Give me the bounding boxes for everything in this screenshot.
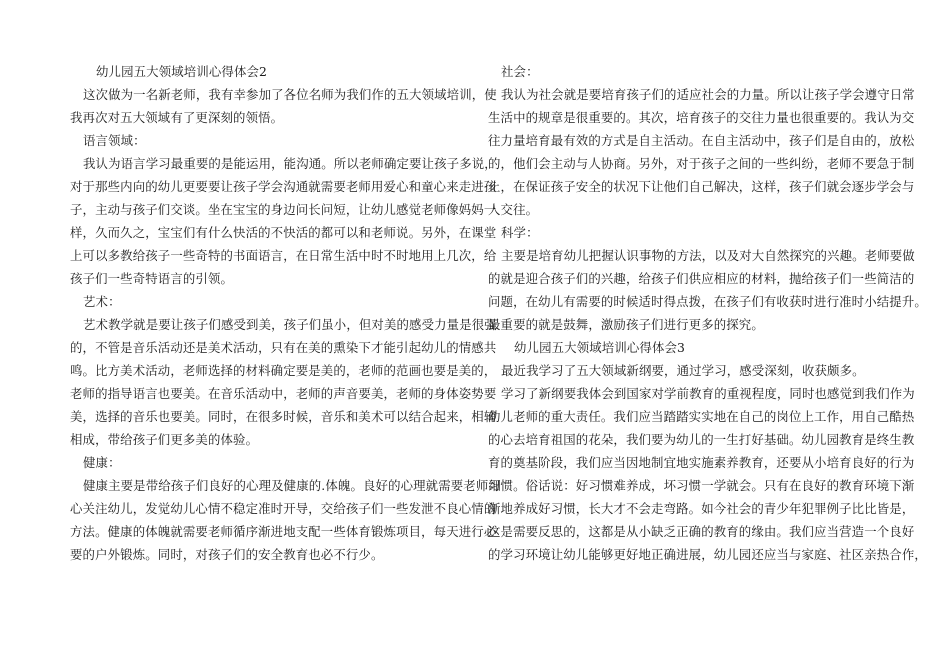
- paragraph-line: 往力量培育最有效的方式是自主活动。在自主活动中，孩子们是自由的，放松: [488, 133, 915, 148]
- paragraph-line: 健康主要是带给孩子们良好的心理及健康的.体魄。良好的心理就需要老师细: [83, 478, 501, 493]
- paragraph-line: 学习了新纲要我体会到国家对学前教育的重视程度，同时也感觉到我们作为: [501, 386, 915, 401]
- paragraph-line: 我再次对五大领域有了更深刻的领悟。: [70, 110, 284, 125]
- paragraph-line: 问题，在幼儿有需要的时候适时得点拨，在孩子们有收获时进行准时小结提升。: [488, 294, 927, 309]
- paragraph-line: 相成，带给孩子们更多美的体验。: [70, 432, 259, 447]
- paragraph-line: 生活中的规章是很重要的。其次，培育孩子的交往力量也很重要的。我认为交: [488, 110, 915, 125]
- paragraph-line: 的，他们会主动与人协商。另外，对于孩子之间的一些纠纷，老师不要急于制: [488, 156, 915, 171]
- paragraph-line: 最重要的就是鼓舞，激励孩子们进行更多的探究。: [488, 317, 764, 332]
- paragraph-line: 美，选择的音乐也要美。同时，在很多时候，音乐和美术可以结合起来，相辅: [70, 409, 497, 424]
- paragraph-line: 人交往。: [488, 202, 539, 217]
- section-title: 幼儿园五大领域培训心得体会3: [514, 340, 686, 355]
- paragraph-line: 这次做为一名新老师，我有幸参加了各位名师为我们作的五大领域培训，使: [83, 87, 497, 102]
- paragraph-line: 的就是迎合孩子们的兴趣，给孩子们供应相应的材料，抛给孩子们一些简洁的: [488, 271, 915, 286]
- paragraph-line: 样，久而久之，宝宝们有什么快活的不快活的都可以和老师说。另外，在课堂: [70, 225, 497, 240]
- paragraph-line: 止，在保证孩子安全的状况下让他们自己解决，这样，孩子们就会逐步学会与: [488, 179, 915, 194]
- section-heading: 语言领域：: [83, 133, 146, 148]
- paragraph-line: 孩子们一些奇特语言的引领。: [70, 271, 234, 286]
- paragraph-line: 上可以多教给孩子一些奇特的书面语言，在日常生活中时不时地用上几次，给: [70, 248, 497, 263]
- paragraph-line: 要的户外锻炼。同时，对孩子们的安全教育也必不行少。: [70, 547, 384, 562]
- section-heading: 艺术：: [83, 294, 121, 309]
- section-heading: 社会：: [501, 64, 539, 79]
- paragraph-line: 习惯。俗话说：好习惯难养成，坏习惯一学就会。只有在良好的教育环境下渐: [488, 478, 915, 493]
- paragraph-line: 这是需要反思的，这都是从小缺乏正确的教育的缘由。我们应当营造一个良好: [488, 524, 915, 539]
- paragraph-line: 的心去培育祖国的花朵，我们要为幼儿的一生打好基础。幼儿园教育是终生教: [488, 432, 915, 447]
- paragraph-line: 的学习环境让幼儿能够更好地正确进展，幼儿园还应当与家庭、社区亲热合作，: [488, 547, 927, 562]
- paragraph-line: 幼儿老师的重大责任。我们应当踏踏实实地在自己的岗位上工作，用自己酷热: [488, 409, 915, 424]
- paragraph-line: 的，不管是音乐活动还是美术活动，只有在美的熏染下才能引起幼儿的情感共: [70, 340, 497, 355]
- section-heading: 科学：: [501, 225, 539, 240]
- paragraph-line: 主要是培育幼儿把握认识事物的方法，以及对大自然探究的兴趣。老师要做: [501, 248, 915, 263]
- paragraph-line: 渐地养成好习惯，长大才不会走弯路。如今社会的青少年犯罪例子比比皆是，: [488, 501, 915, 516]
- paragraph-line: 我认为社会就是要培育孩子们的适应社会的力量。所以让孩子学会遵守日常: [501, 87, 915, 102]
- paragraph-line: 心关注幼儿，发觉幼儿心情不稳定准时开导，交给孩子们一些发泄不良心情的: [70, 501, 497, 516]
- paragraph-line: 艺术教学就是要让孩子们感受到美，孩子们虽小，但对美的感受力量是很强: [83, 317, 497, 332]
- paragraph-line: 子，主动与孩子们交谈。坐在宝宝的身边问长问短，让幼儿感觉老师像妈妈一: [70, 202, 497, 217]
- paragraph-line: 育的奠基阶段，我们应当因地制宜地实施素养教育，还要从小培育良好的行为: [488, 455, 915, 470]
- right-column: [488, 60, 927, 566]
- paragraph-line: 方法。健康的体魄就需要老师循序渐进地支配一些体育锻炼项目，每天进行必: [70, 524, 497, 539]
- left-column: [70, 60, 501, 566]
- paragraph-line: 最近我学习了五大领域新纲要，通过学习，感受深刻，收获颇多。: [501, 363, 865, 378]
- paragraph-line: 对于那些内向的幼儿更要要让孩子学会沟通就需要老师用爱心和童心来走进孩: [70, 179, 497, 194]
- section-title: 幼儿园五大领域培训心得体会2: [96, 64, 268, 79]
- paragraph-line: 老师的指导语言也要美。在音乐活动中，老师的声音要美，老师的身体姿势要: [70, 386, 497, 401]
- section-heading: 健康：: [83, 455, 121, 470]
- paragraph-line: 鸣。比方美术活动，老师选择的材料确定要是美的，老师的范画也要是美的，: [70, 363, 497, 378]
- paragraph-line: 我认为语言学习最重要的是能运用，能沟通。所以老师确定要让孩子多说，: [83, 156, 497, 171]
